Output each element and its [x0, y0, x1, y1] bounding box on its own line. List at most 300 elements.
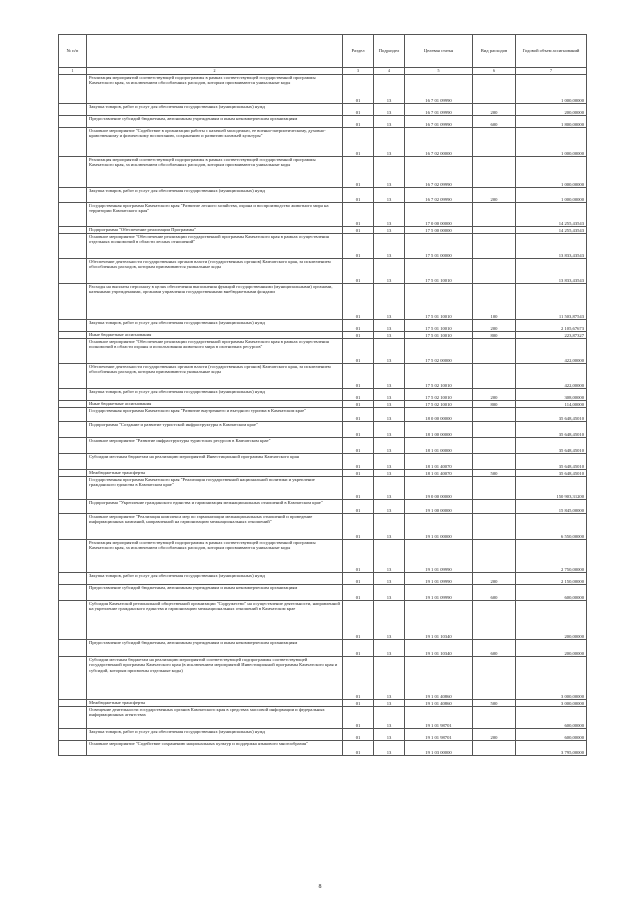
table-row — [59, 707, 587, 729]
row-number-cell — [59, 401, 87, 408]
row-target-cell: 19 1 01 09990 — [405, 573, 473, 585]
table-row — [59, 401, 587, 408]
row-exptype-cell — [473, 657, 516, 700]
column-number: 1 — [59, 68, 87, 75]
row-subsection-cell: 13 — [374, 477, 405, 500]
table-row — [59, 104, 587, 116]
row-subsection-cell: 13 — [374, 470, 405, 477]
row-amount-cell: 308,00000 — [516, 389, 587, 401]
column-number: 4 — [374, 68, 405, 75]
table-row — [59, 657, 587, 700]
row-subsection-cell: 13 — [374, 401, 405, 408]
row-amount-cell: 1 000,00000 — [516, 75, 587, 104]
row-section-cell: 01 — [343, 477, 374, 500]
row-section-cell: 01 — [343, 700, 374, 707]
header-target: Целевая статья — [405, 35, 473, 68]
row-name-cell: Субсидия Камчатской региональной общественной организации "Содружество" на осуществление деятельности, направленной на укрепление гражданского единства и гармонизацию межнациональных отношений в Камчатском крае — [87, 601, 343, 640]
row-amount-cell: 223,87327 — [516, 332, 587, 339]
row-number-cell — [59, 573, 87, 585]
row-subsection-cell: 13 — [374, 657, 405, 700]
row-number-cell — [59, 741, 87, 756]
row-target-cell: 17 5 02 10010 — [405, 401, 473, 408]
table-row — [59, 408, 587, 422]
table-row — [59, 203, 587, 227]
row-number-cell — [59, 339, 87, 364]
row-subsection-cell: 13 — [374, 707, 405, 729]
table-row — [59, 573, 587, 585]
row-subsection-cell: 13 — [374, 364, 405, 389]
column-number: 5 — [405, 68, 473, 75]
row-subsection-cell: 13 — [374, 339, 405, 364]
table-row — [59, 320, 587, 332]
row-number-cell — [59, 640, 87, 657]
row-amount-cell: 14 255,43543 — [516, 227, 587, 234]
row-exptype-cell — [473, 454, 516, 470]
row-number-cell — [59, 104, 87, 116]
row-subsection-cell: 13 — [374, 116, 405, 128]
row-name-cell: Обеспечение деятельности государственных органов власти (государственных органов) Камчатского края, за исключением обособленных расходов, которым присваиваются уникальные коды — [87, 259, 343, 284]
header-subsection: Подраздел — [374, 35, 405, 68]
row-number-cell — [59, 500, 87, 514]
row-section-cell: 01 — [343, 157, 374, 188]
row-number-cell — [59, 707, 87, 729]
table-row — [59, 188, 587, 203]
table-row — [59, 227, 587, 234]
row-target-cell: 17 5 01 10010 — [405, 284, 473, 320]
row-exptype-cell — [473, 157, 516, 188]
row-amount-cell: 1 000,00000 — [516, 157, 587, 188]
row-exptype-cell — [473, 339, 516, 364]
row-name-cell: Закупка товаров, работ и услуг для обеспечения государственных (муниципальных) нужд — [87, 104, 343, 116]
row-amount-cell: 422,00000 — [516, 364, 587, 389]
row-subsection-cell: 13 — [374, 601, 405, 640]
row-target-cell: 17 5 02 10010 — [405, 389, 473, 401]
table-row — [59, 259, 587, 284]
row-number-cell — [59, 116, 87, 128]
row-target-cell: 19 1 01 09990 — [405, 585, 473, 601]
row-subsection-cell: 13 — [374, 500, 405, 514]
row-exptype-cell: 200 — [473, 389, 516, 401]
row-amount-cell: 35 648,45010 — [516, 422, 587, 438]
row-amount-cell: 2 150,00000 — [516, 573, 587, 585]
row-exptype-cell — [473, 540, 516, 573]
row-exptype-cell — [473, 259, 516, 284]
row-section-cell: 01 — [343, 75, 374, 104]
row-exptype-cell — [473, 601, 516, 640]
row-amount-cell: 3 000,00000 — [516, 700, 587, 707]
row-number-cell — [59, 454, 87, 470]
table-row — [59, 601, 587, 640]
row-subsection-cell: 13 — [374, 389, 405, 401]
header-name — [87, 35, 343, 68]
row-amount-cell: 200,00000 — [516, 640, 587, 657]
table-body — [59, 75, 587, 756]
row-subsection-cell: 13 — [374, 284, 405, 320]
column-number: 6 — [473, 68, 516, 75]
row-target-cell: 18 1 00 00000 — [405, 422, 473, 438]
row-name-cell: Предоставление субсидий бюджетным, автономным учреждениям и иным некоммерческим организациям — [87, 116, 343, 128]
row-exptype-cell — [473, 203, 516, 227]
row-subsection-cell: 13 — [374, 573, 405, 585]
row-section-cell: 01 — [343, 657, 374, 700]
row-section-cell: 01 — [343, 585, 374, 601]
column-number: 3 — [343, 68, 374, 75]
row-exptype-cell — [473, 477, 516, 500]
row-section-cell: 01 — [343, 540, 374, 573]
row-name-cell: Основное мероприятие "Обеспечение реализации государственной программы Камчатского края в рамках осуществления полномочий в области охраны и использования животного мира в охотничьих ресурсов" — [87, 339, 343, 364]
row-target-cell: 19 1 01 98701 — [405, 729, 473, 741]
row-amount-cell: 2 105,67673 — [516, 320, 587, 332]
row-exptype-cell — [473, 422, 516, 438]
row-section-cell: 01 — [343, 422, 374, 438]
table-row — [59, 234, 587, 259]
row-subsection-cell: 13 — [374, 104, 405, 116]
row-target-cell: 18 1 01 40070 — [405, 454, 473, 470]
row-section-cell: 01 — [343, 364, 374, 389]
row-target-cell: 19 1 01 40860 — [405, 657, 473, 700]
row-number-cell — [59, 284, 87, 320]
row-target-cell: 19 1 01 40860 — [405, 700, 473, 707]
row-section-cell: 01 — [343, 408, 374, 422]
row-subsection-cell: 13 — [374, 741, 405, 756]
row-name-cell: Субсидии местным бюджетам на реализацию мероприятий Инвестиционной программы Камчатского края — [87, 454, 343, 470]
table-row — [59, 422, 587, 438]
row-number-cell — [59, 729, 87, 741]
table-row — [59, 332, 587, 339]
row-number-cell — [59, 700, 87, 707]
row-amount-cell: 35 648,45010 — [516, 454, 587, 470]
table-row — [59, 514, 587, 540]
row-exptype-cell — [473, 438, 516, 454]
row-number-cell — [59, 438, 87, 454]
row-amount-cell: 200,00000 — [516, 104, 587, 116]
row-target-cell: 16 7 02 00000 — [405, 128, 473, 157]
row-number-cell — [59, 477, 87, 500]
row-exptype-cell: 200 — [473, 573, 516, 585]
row-target-cell: 19 1 01 09990 — [405, 540, 473, 573]
row-number-cell — [59, 514, 87, 540]
row-amount-cell: 600,00000 — [516, 729, 587, 741]
row-exptype-cell: 200 — [473, 104, 516, 116]
row-target-cell: 17 5 02 00000 — [405, 339, 473, 364]
row-section-cell: 01 — [343, 401, 374, 408]
row-name-cell: Обеспечение деятельности государственных органов власти (государственных органов) Камчатского края, за исключением обособленных расходов, которым присваиваются уникальные коды — [87, 364, 343, 389]
row-section-cell: 01 — [343, 500, 374, 514]
row-number-cell — [59, 320, 87, 332]
column-number: 2 — [87, 68, 343, 75]
row-section-cell: 01 — [343, 227, 374, 234]
row-amount-cell: 35 648,45010 — [516, 408, 587, 422]
row-target-cell: 17 5 01 00000 — [405, 234, 473, 259]
table-row — [59, 339, 587, 364]
row-number-cell — [59, 389, 87, 401]
row-subsection-cell: 13 — [374, 438, 405, 454]
row-subsection-cell: 13 — [374, 540, 405, 573]
row-exptype-cell: 600 — [473, 116, 516, 128]
row-number-cell — [59, 585, 87, 601]
row-name-cell: Основное мероприятие "Содействие сохранению национальных культур и поддержка языкового многообразия" — [87, 741, 343, 756]
row-subsection-cell: 13 — [374, 729, 405, 741]
row-name-cell: Реализация мероприятий соответствующей подпрограммы в рамках соответствующей государственной программы Камчатского края, за исключением обособленных расходов, которым присваиваются уникальные коды — [87, 540, 343, 573]
row-target-cell: 16 7 02 09990 — [405, 157, 473, 188]
row-subsection-cell: 13 — [374, 422, 405, 438]
row-subsection-cell: 13 — [374, 320, 405, 332]
row-section-cell: 01 — [343, 389, 374, 401]
table-row — [59, 364, 587, 389]
row-amount-cell: 6 550,00000 — [516, 514, 587, 540]
row-subsection-cell: 13 — [374, 640, 405, 657]
row-section-cell: 01 — [343, 729, 374, 741]
row-section-cell: 01 — [343, 470, 374, 477]
row-exptype-cell: 200 — [473, 188, 516, 203]
row-subsection-cell: 13 — [374, 585, 405, 601]
row-name-cell: Иные бюджетные ассигнования — [87, 401, 343, 408]
budget-table — [58, 34, 587, 756]
row-name-cell: Закупка товаров, работ и услуг для обеспечения государственных (муниципальных) нужд — [87, 188, 343, 203]
table-header — [59, 35, 587, 68]
table-row — [59, 540, 587, 573]
row-exptype-cell: 500 — [473, 470, 516, 477]
header-exptype: Вид расходов — [473, 35, 516, 68]
row-exptype-cell: 600 — [473, 585, 516, 601]
row-target-cell: 17 5 00 00000 — [405, 227, 473, 234]
row-number-cell — [59, 128, 87, 157]
row-section-cell: 01 — [343, 741, 374, 756]
row-exptype-cell — [473, 364, 516, 389]
row-target-cell: 19 1 00 00000 — [405, 500, 473, 514]
row-section-cell: 01 — [343, 601, 374, 640]
row-name-cell: Основное мероприятие "Развитие инфраструктуры туристских ресурсов в Камчатском крае" — [87, 438, 343, 454]
row-exptype-cell: 100 — [473, 284, 516, 320]
table-row — [59, 454, 587, 470]
row-exptype-cell: 200 — [473, 729, 516, 741]
row-section-cell: 01 — [343, 259, 374, 284]
row-section-cell: 01 — [343, 640, 374, 657]
row-amount-cell: 1 000,00000 — [516, 188, 587, 203]
row-section-cell: 01 — [343, 203, 374, 227]
row-subsection-cell: 13 — [374, 157, 405, 188]
row-amount-cell: 13 833,43543 — [516, 234, 587, 259]
row-target-cell: 16 7 01 09990 — [405, 104, 473, 116]
row-subsection-cell: 13 — [374, 514, 405, 540]
row-number-cell — [59, 470, 87, 477]
row-amount-cell: 1 800,00000 — [516, 116, 587, 128]
row-target-cell: 18 0 00 00000 — [405, 408, 473, 422]
row-exptype-cell — [473, 234, 516, 259]
table-row — [59, 700, 587, 707]
row-target-cell: 16 7 01 09990 — [405, 116, 473, 128]
row-section-cell: 01 — [343, 707, 374, 729]
row-amount-cell: 200,00000 — [516, 601, 587, 640]
row-target-cell: 17 5 01 10010 — [405, 320, 473, 332]
row-exptype-cell: 600 — [473, 640, 516, 657]
row-section-cell: 01 — [343, 104, 374, 116]
row-name-cell: Закупка товаров, работ и услуг для обеспечения государственных (муниципальных) нужд — [87, 320, 343, 332]
table-row — [59, 75, 587, 104]
row-name-cell: Закупка товаров, работ и услуг для обеспечения государственных (муниципальных) нужд — [87, 729, 343, 741]
row-name-cell: Основное мероприятие "Содействие в организации работы с казачьей молодежью, ее военно-патриотическому, духовно-нравственному и физическому воспитанию, сохранению и развитию казачьей культуры" — [87, 128, 343, 157]
row-target-cell: 17 5 02 10010 — [405, 364, 473, 389]
row-name-cell: Государственная программа Камчатского края "Реализация государственной национальной политики и укрепление гражданского единства в Камчатском крае" — [87, 477, 343, 500]
row-subsection-cell: 13 — [374, 332, 405, 339]
row-exptype-cell: 800 — [473, 332, 516, 339]
row-exptype-cell — [473, 75, 516, 104]
row-target-cell: 19 1 01 10340 — [405, 640, 473, 657]
row-number-cell — [59, 408, 87, 422]
row-subsection-cell: 13 — [374, 454, 405, 470]
row-number-cell — [59, 188, 87, 203]
row-target-cell: 19 1 01 00000 — [405, 514, 473, 540]
row-amount-cell: 422,00000 — [516, 339, 587, 364]
row-exptype-cell — [473, 514, 516, 540]
row-name-cell: Закупка товаров, работ и услуг для обеспечения государственных (муниципальных) нужд — [87, 573, 343, 585]
row-name-cell: Предоставление субсидий бюджетным, автономным учреждениям и иным некоммерческим организациям — [87, 640, 343, 657]
row-name-cell: Освещение деятельности государственных органов Камчатского края в средствах массовой информации и федеральных информационных агентствах — [87, 707, 343, 729]
row-amount-cell: 35 648,45010 — [516, 470, 587, 477]
row-exptype-cell — [473, 128, 516, 157]
row-subsection-cell: 13 — [374, 700, 405, 707]
row-exptype-cell — [473, 741, 516, 756]
row-target-cell: 19 1 01 98701 — [405, 707, 473, 729]
row-amount-cell: 600,00000 — [516, 707, 587, 729]
row-name-cell: Закупка товаров, работ и услуг для обеспечения государственных (муниципальных) нужд — [87, 389, 343, 401]
row-name-cell: Основное мероприятие "Обеспечение реализации государственной программы Камчатского края в рамках осуществления отдельных полномочий в области лесных отношений" — [87, 234, 343, 259]
table-row — [59, 116, 587, 128]
row-amount-cell: 150 903,31200 — [516, 477, 587, 500]
table-row — [59, 477, 587, 500]
row-amount-cell: 114,00000 — [516, 401, 587, 408]
row-number-cell — [59, 657, 87, 700]
row-name-cell: Государственная программа Камчатского края "Развитие внутреннего и въездного туризма в Камчатском крае" — [87, 408, 343, 422]
row-name-cell: Подпрограмма "Обеспечение реализации Программы" — [87, 227, 343, 234]
row-subsection-cell: 13 — [374, 227, 405, 234]
row-name-cell: Предоставление субсидий бюджетным, автономным учреждениям и иным некоммерческим организациям — [87, 585, 343, 601]
column-numbering-row — [59, 68, 587, 75]
row-target-cell: 19 1 01 10340 — [405, 601, 473, 640]
row-section-cell: 01 — [343, 339, 374, 364]
row-name-cell: Межбюджетные трансферты — [87, 700, 343, 707]
row-target-cell: 17 5 01 10010 — [405, 332, 473, 339]
row-name-cell: Реализация мероприятий соответствующей подпрограммы в рамках соответствующей государственной программы Камчатского края, за исключением обособленных расходов, которым присваиваются уникальные коды — [87, 157, 343, 188]
row-amount-cell: 3 795,00000 — [516, 741, 587, 756]
row-section-cell: 01 — [343, 116, 374, 128]
row-number-cell — [59, 364, 87, 389]
row-amount-cell: 15 845,00000 — [516, 500, 587, 514]
document-page — [58, 34, 586, 756]
row-name-cell: Межбюджетные трансферты — [87, 470, 343, 477]
table-row — [59, 128, 587, 157]
row-subsection-cell: 13 — [374, 75, 405, 104]
row-exptype-cell — [473, 500, 516, 514]
row-name-cell: Субсидии местным бюджетам на реализацию мероприятий соответствующей подпрограммы соответствующей государственной программы Камчатского края (в исключением мероприятий Инвестиционной программы Камчатского края и субсидий, которым присвоены отдельные коды) — [87, 657, 343, 700]
row-target-cell: 17 0 00 00000 — [405, 203, 473, 227]
row-section-cell: 01 — [343, 188, 374, 203]
table-row — [59, 741, 587, 756]
row-exptype-cell: 500 — [473, 700, 516, 707]
row-subsection-cell: 13 — [374, 234, 405, 259]
row-number-cell — [59, 422, 87, 438]
row-target-cell: 16 7 02 09990 — [405, 188, 473, 203]
row-amount-cell: 3 000,00000 — [516, 657, 587, 700]
row-name-cell: Государственная программа Камчатского края "Развитие лесного хозяйства, охрана и воспроизводство животного мира на территории Камчатского края" — [87, 203, 343, 227]
row-number-cell — [59, 203, 87, 227]
row-section-cell: 01 — [343, 234, 374, 259]
row-number-cell — [59, 234, 87, 259]
table-row — [59, 640, 587, 657]
table-row — [59, 438, 587, 454]
row-section-cell: 01 — [343, 320, 374, 332]
row-number-cell — [59, 75, 87, 104]
table-row — [59, 389, 587, 401]
row-number-cell — [59, 601, 87, 640]
table-row — [59, 157, 587, 188]
row-name-cell: Иные бюджетные ассигнования — [87, 332, 343, 339]
row-section-cell: 01 — [343, 454, 374, 470]
column-number: 7 — [516, 68, 587, 75]
row-amount-cell: 13 833,43543 — [516, 259, 587, 284]
row-amount-cell: 11 503,87543 — [516, 284, 587, 320]
page-number: 8 — [318, 884, 322, 890]
header-section: Раздел — [343, 35, 374, 68]
row-name-cell: Реализация мероприятий соответствующей подпрограммы в рамках соответствующей государственной программы Камчатского края, за исключением обособленных расходов, которым присваиваются уникальные коды — [87, 75, 343, 104]
row-number-cell — [59, 540, 87, 573]
row-name-cell: Расходы на выплаты персоналу в целях обеспечения выполнения функций государственными (муниципальными) органами, казенными учреждениями, органами управления государственными внебюджетными фондами — [87, 284, 343, 320]
table-row — [59, 585, 587, 601]
row-amount-cell: 1 000,00000 — [516, 128, 587, 157]
row-target-cell: 18 1 01 00000 — [405, 438, 473, 454]
row-subsection-cell: 13 — [374, 259, 405, 284]
row-subsection-cell: 13 — [374, 188, 405, 203]
row-target-cell: 18 1 01 40070 — [405, 470, 473, 477]
row-target-cell: 17 5 01 10010 — [405, 259, 473, 284]
row-target-cell: 16 7 01 09990 — [405, 75, 473, 104]
row-target-cell: 19 1 03 00000 — [405, 741, 473, 756]
row-section-cell: 01 — [343, 438, 374, 454]
row-name-cell: Основное мероприятие "Реализация комплекса мер по гармонизации межнациональных отношений и проведение информационных кампаний, направленной на гармонизацию межнациональных отношений" — [87, 514, 343, 540]
row-exptype-cell: 800 — [473, 401, 516, 408]
row-exptype-cell — [473, 707, 516, 729]
row-section-cell: 01 — [343, 128, 374, 157]
row-exptype-cell: 200 — [473, 320, 516, 332]
row-section-cell: 01 — [343, 514, 374, 540]
table-row — [59, 729, 587, 741]
header-no: № п/п — [59, 35, 87, 68]
row-number-cell — [59, 157, 87, 188]
row-amount-cell: 600,00000 — [516, 585, 587, 601]
row-amount-cell: 14 255,43543 — [516, 203, 587, 227]
row-number-cell — [59, 227, 87, 234]
row-number-cell — [59, 259, 87, 284]
header-amount: Годовой объем ассигнований — [516, 35, 587, 68]
row-section-cell: 01 — [343, 284, 374, 320]
row-exptype-cell — [473, 408, 516, 422]
row-name-cell: Подпрограмма "Создание и развитие туристской инфраструктуры в Камчатском крае" — [87, 422, 343, 438]
row-section-cell: 01 — [343, 332, 374, 339]
table-row — [59, 500, 587, 514]
row-exptype-cell — [473, 227, 516, 234]
row-subsection-cell: 13 — [374, 408, 405, 422]
table-row — [59, 470, 587, 477]
row-subsection-cell: 13 — [374, 203, 405, 227]
row-amount-cell: 35 648,45010 — [516, 438, 587, 454]
row-number-cell — [59, 332, 87, 339]
row-section-cell: 01 — [343, 573, 374, 585]
row-name-cell: Подпрограмма "Укрепление гражданского единства и гармонизация межнациональных отношений в Камчатском крае" — [87, 500, 343, 514]
table-row — [59, 284, 587, 320]
row-target-cell: 19 0 00 00000 — [405, 477, 473, 500]
row-subsection-cell: 13 — [374, 128, 405, 157]
row-amount-cell: 2 750,00000 — [516, 540, 587, 573]
